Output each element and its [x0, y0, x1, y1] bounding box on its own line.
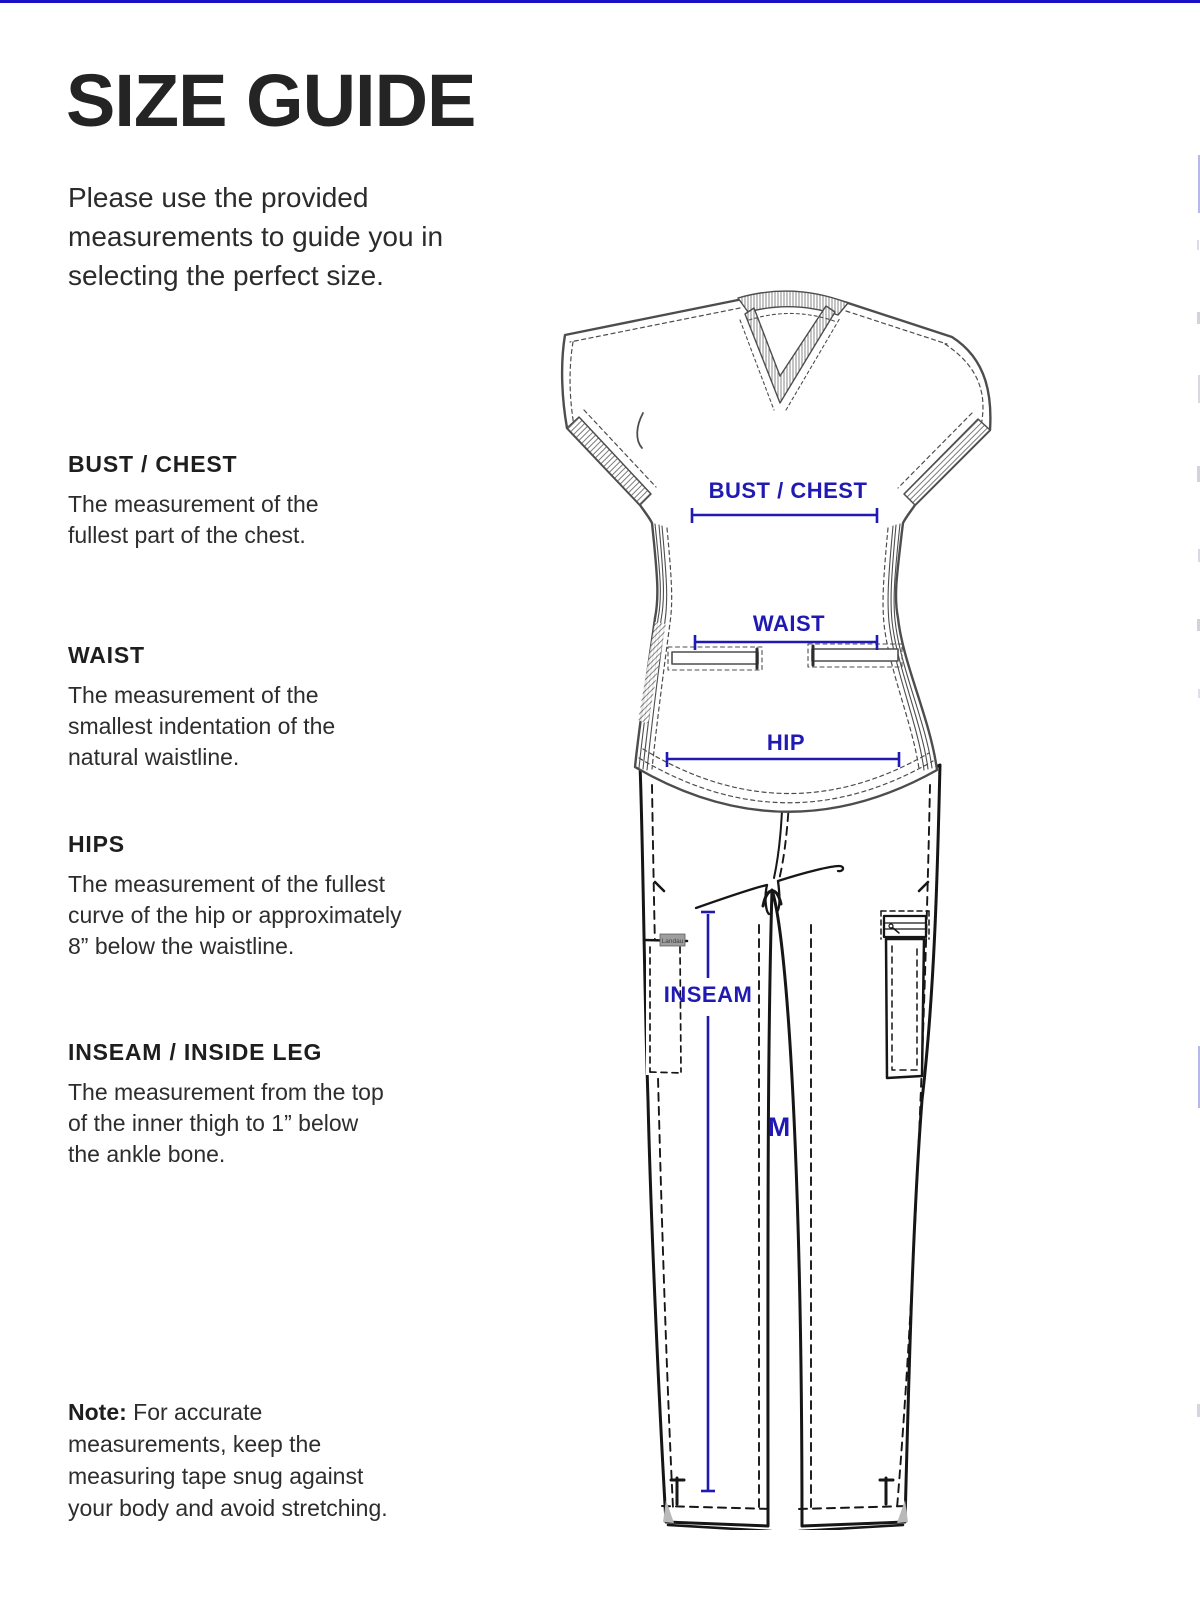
section-text-line: the ankle bone.	[68, 1141, 226, 1167]
note-line: measuring tape snug against	[68, 1463, 364, 1489]
right-cargo-pocket	[881, 911, 929, 1078]
intro-paragraph	[68, 178, 443, 295]
section-waist	[68, 641, 335, 773]
note-label: Note:	[68, 1399, 127, 1425]
note-line: your body and avoid stretching.	[68, 1495, 388, 1521]
section-text-line: 8” below the waistline.	[68, 933, 295, 959]
section-hips	[68, 830, 402, 962]
section-text-line: curve of the hip or approximately	[68, 902, 402, 928]
note-text: For accurate	[126, 1399, 263, 1425]
inseam-measure-label: INSEAM	[663, 982, 753, 1007]
section-text-line: fullest part of the chest.	[68, 522, 306, 548]
note-paragraph	[68, 1396, 388, 1524]
note-line	[68, 1396, 388, 1428]
brand-tag-text: Landau	[661, 938, 684, 945]
intro-line: measurements to guide you in	[68, 221, 444, 252]
section-text-line: The measurement of the fullest	[68, 871, 386, 897]
pants-drawing	[640, 765, 940, 1530]
section-heading: INSEAM / INSIDE LEG	[68, 1039, 323, 1065]
intro-line: Please use the provided	[68, 182, 369, 213]
waist-measure-label: WAIST	[752, 611, 826, 636]
page-title: SIZE GUIDE	[66, 59, 476, 142]
section-heading: HIPS	[68, 831, 125, 857]
edge-artifact	[1197, 240, 1199, 250]
size-letter-label: M	[767, 1112, 791, 1142]
section-text-line: The measurement from the top	[68, 1079, 384, 1105]
intro-line: selecting the perfect size.	[68, 260, 384, 291]
garment-measurement-diagram	[540, 280, 1000, 1530]
top-accent-border	[0, 0, 1200, 3]
section-text-line: of the inner thigh to 1” below	[68, 1110, 359, 1136]
section-text-line: natural waistline.	[68, 744, 240, 770]
section-bust-chest	[68, 450, 319, 551]
bust-measure-label: BUST / CHEST	[708, 478, 868, 503]
section-text-line: The measurement of the	[68, 491, 319, 517]
note-line: measurements, keep the	[68, 1431, 322, 1457]
section-heading: WAIST	[68, 642, 145, 668]
section-heading: BUST / CHEST	[68, 451, 238, 477]
hip-measure-label: HIP	[766, 730, 806, 755]
section-text-line: smallest indentation of the	[68, 713, 336, 739]
section-inseam	[68, 1038, 384, 1170]
section-text-line: The measurement of the	[68, 682, 319, 708]
pants-silhouette	[640, 765, 940, 1526]
